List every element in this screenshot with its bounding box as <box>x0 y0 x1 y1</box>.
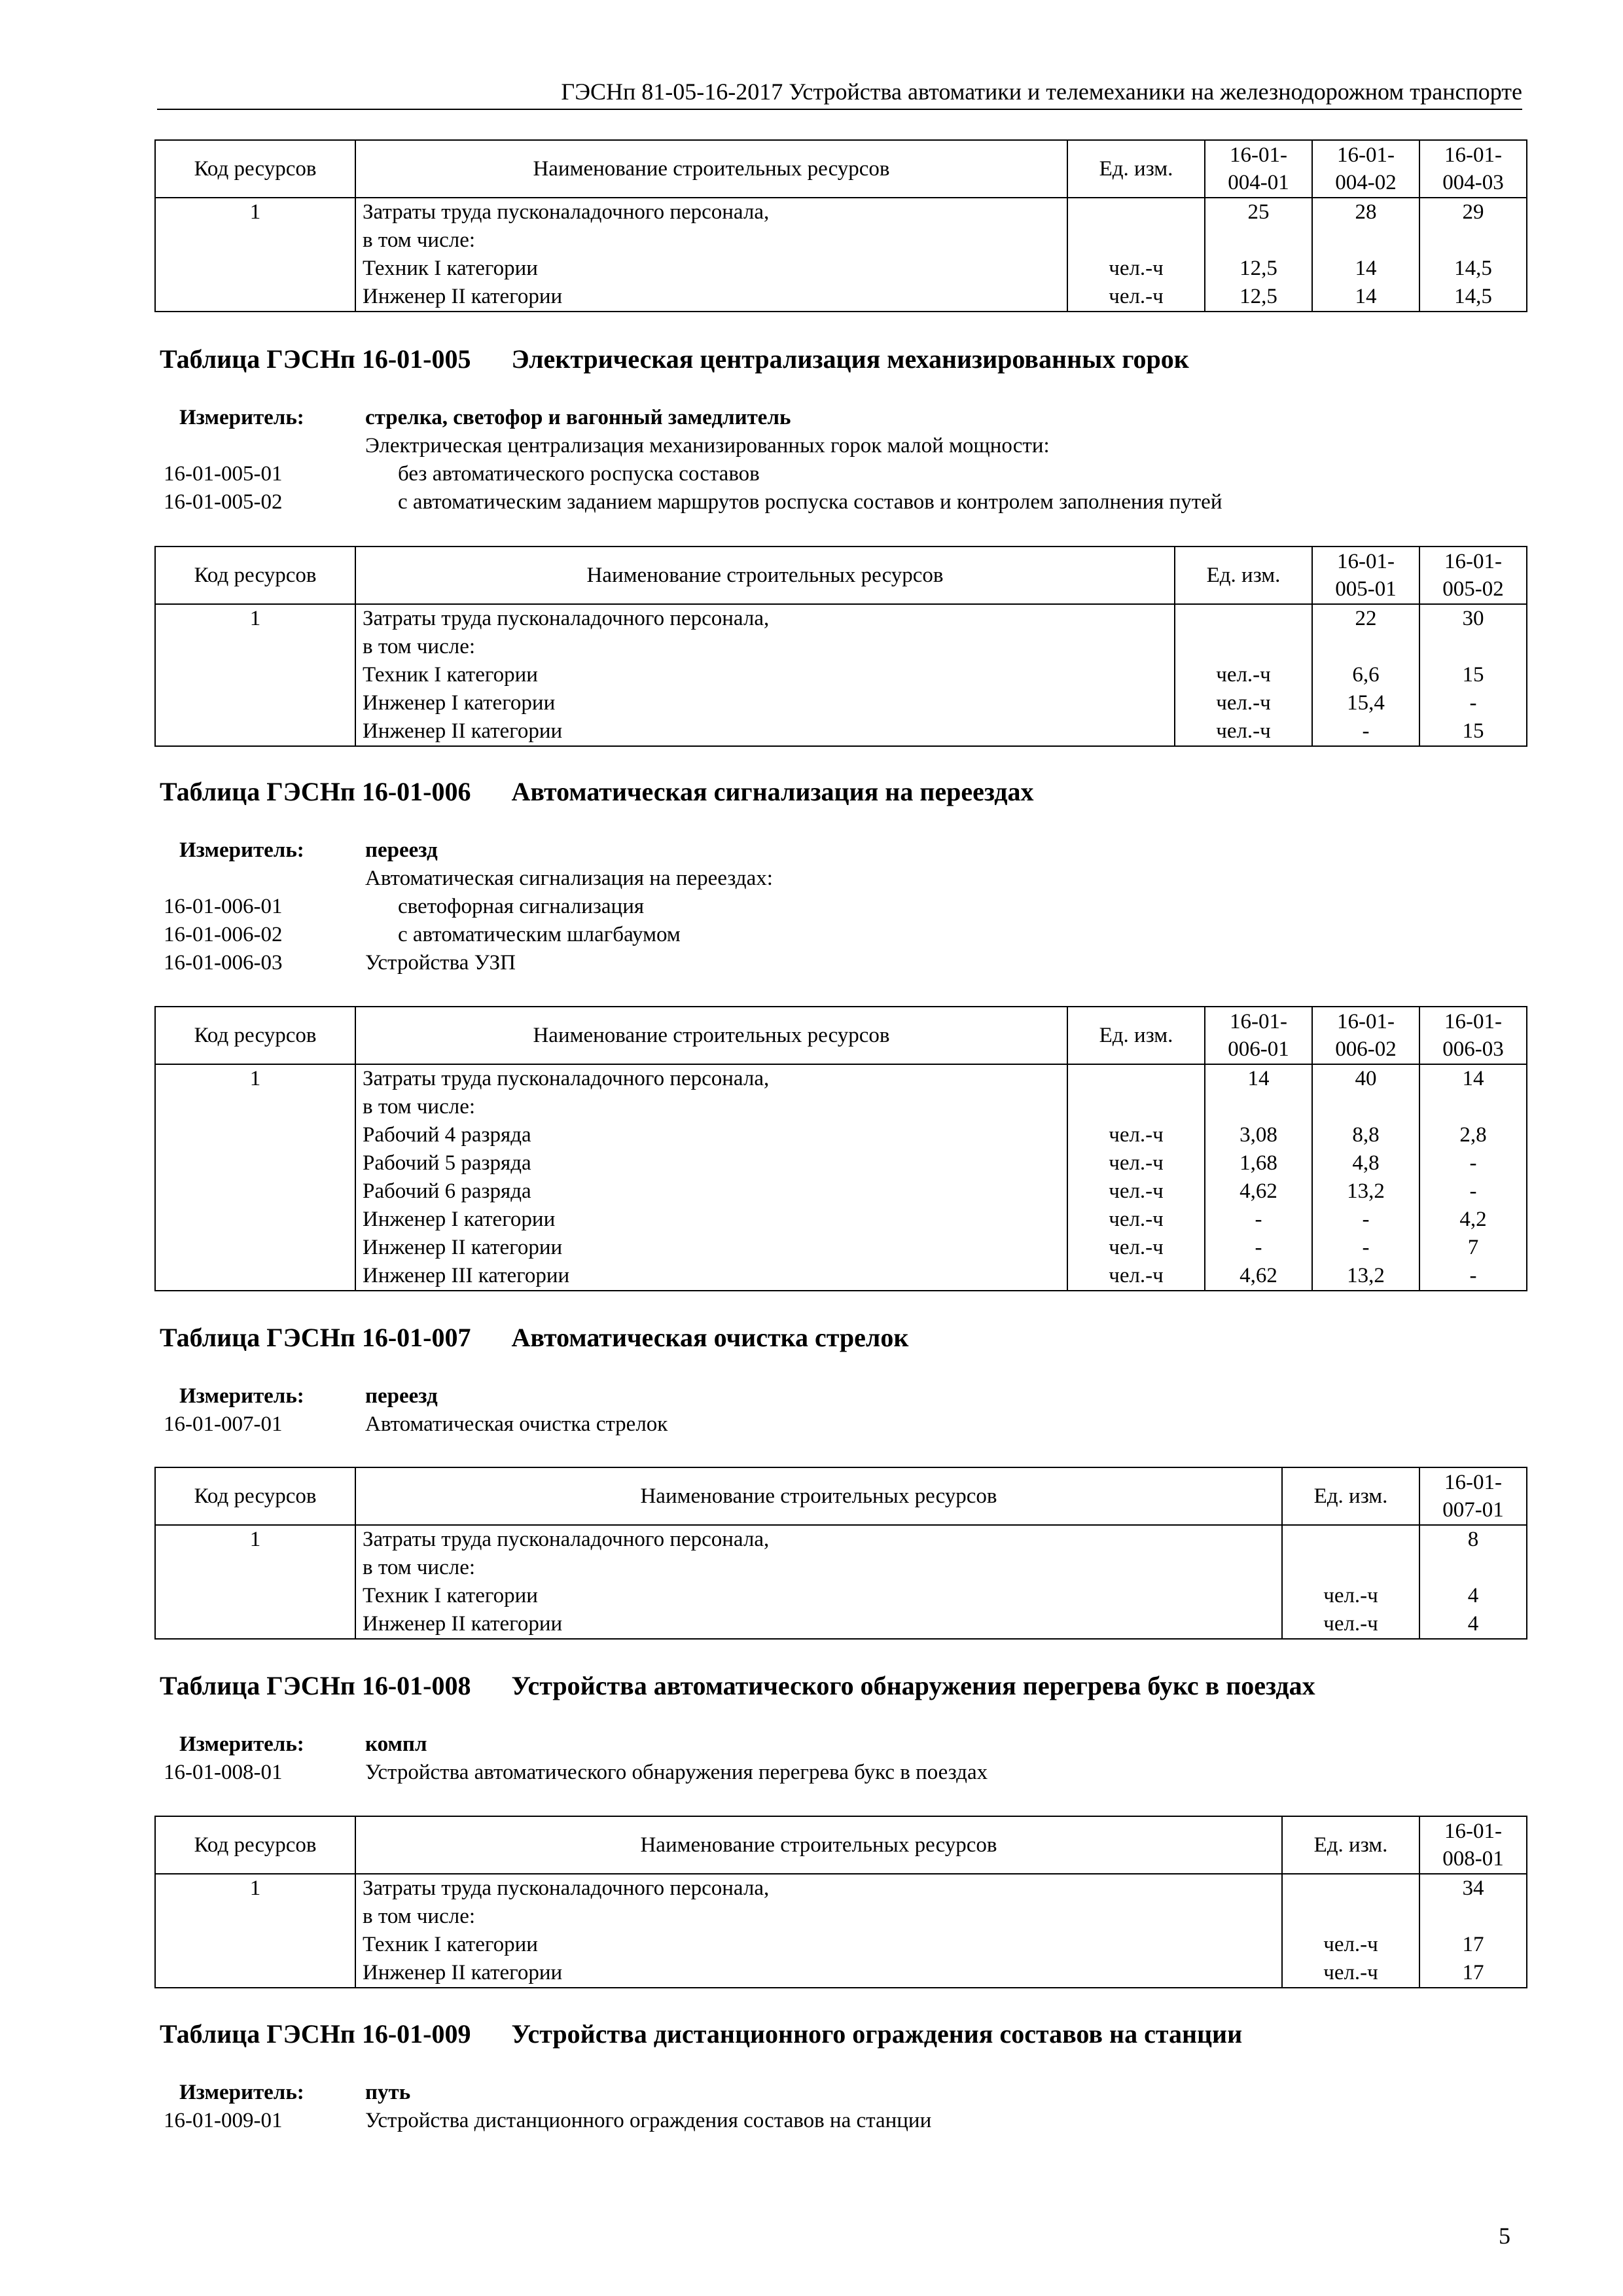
resource-name-cell: Рабочий 5 разряда <box>355 1149 1067 1177</box>
norm-code-line: 004-02 <box>1335 171 1397 194</box>
norm-code-line: 16-01- <box>1337 143 1395 167</box>
value-cell: 13,2 <box>1312 1177 1419 1206</box>
unit-cell <box>1282 1554 1419 1582</box>
measure-line <box>164 1759 988 1787</box>
resource-code-cell <box>155 1903 355 1931</box>
column-header-name: Наименование строительных ресурсов <box>355 547 1175 604</box>
measure-line <box>164 488 1222 516</box>
measure-unit: стрелка, светофор и вагонный замедлитель <box>365 406 791 429</box>
value-cell: 30 <box>1419 604 1527 633</box>
value-cell: 4,62 <box>1205 1262 1312 1291</box>
value-cell: 40 <box>1312 1064 1419 1093</box>
table-row <box>155 1554 1527 1582</box>
measure-label: Измеритель: <box>179 406 304 429</box>
column-header-unit: Ед. изм. <box>1282 1467 1419 1525</box>
column-header-code: Код ресурсов <box>155 1816 355 1874</box>
section-title-16-01-008 <box>160 1670 1315 1702</box>
value-cell: - <box>1312 717 1419 746</box>
norm-code-line: 16-01- <box>1444 143 1502 167</box>
value-cell: 14 <box>1312 283 1419 312</box>
norm-description: Автоматическая очистка стрелок <box>365 1412 668 1436</box>
norm-code-line: 007-01 <box>1442 1498 1504 1522</box>
value-cell: 12,5 <box>1205 255 1312 283</box>
column-header-norm <box>1419 547 1527 604</box>
section-title-16-01-005 <box>160 344 1189 375</box>
section-title-16-01-009 <box>160 2018 1242 2050</box>
table-row <box>155 226 1527 255</box>
resource-code-cell: 1 <box>155 198 355 226</box>
unit-cell: чел.-ч <box>1067 1149 1205 1177</box>
resource-name-cell: Инженер I категории <box>355 1206 1067 1234</box>
resource-name-cell: Рабочий 6 разряда <box>355 1177 1067 1206</box>
section-name: Автоматическая сигнализация на переездах <box>511 777 1034 806</box>
unit-cell: чел.-ч <box>1067 255 1205 283</box>
value-cell: - <box>1419 1177 1527 1206</box>
unit-cell <box>1282 1903 1419 1931</box>
value-cell: 15 <box>1419 661 1527 689</box>
resource-name-cell: Рабочий 4 разряда <box>355 1121 1067 1149</box>
column-header-norm <box>1419 1816 1527 1874</box>
value-cell: 25 <box>1205 198 1312 226</box>
norm-code: 16-01-005-02 <box>164 490 283 514</box>
value-cell <box>1312 633 1419 661</box>
norm-code: 16-01-007-01 <box>164 1412 283 1436</box>
table-row <box>155 1525 1527 1554</box>
value-cell: 4 <box>1419 1610 1527 1639</box>
header-row <box>155 1467 1527 1525</box>
section-code: Таблица ГЭСНп 16-01-006 <box>160 777 471 806</box>
column-header-name: Наименование строительных ресурсов <box>355 1007 1067 1064</box>
resource-code-cell <box>155 633 355 661</box>
norm-code-line: 16-01- <box>1230 1010 1287 1033</box>
resource-name-cell: в том числе: <box>355 1903 1282 1931</box>
measurement-block-16-01-007 <box>164 1382 668 1439</box>
norm-code: 16-01-009-01 <box>164 2109 283 2132</box>
measurement-block-16-01-008 <box>164 1731 988 1787</box>
measure-line <box>164 432 1222 460</box>
value-cell <box>1419 1554 1527 1582</box>
unit-cell <box>1067 226 1205 255</box>
norm-description: Устройства дистанционного ограждения составов на станции <box>365 2109 932 2132</box>
section-title-16-01-007 <box>160 1322 908 1354</box>
section-name: Электрическая централизация механизированных горок <box>511 344 1189 374</box>
value-cell: 17 <box>1419 1931 1527 1959</box>
value-cell: - <box>1312 1234 1419 1262</box>
unit-cell: чел.-ч <box>1175 661 1312 689</box>
resource-code-cell <box>155 1121 355 1149</box>
unit-cell <box>1067 198 1205 226</box>
resource-code-cell <box>155 1959 355 1988</box>
measure-unit: переезд <box>365 838 438 862</box>
table-row <box>155 1206 1527 1234</box>
column-header-norm <box>1205 1007 1312 1064</box>
table-row <box>155 1903 1527 1931</box>
norm-description: Электрическая централизация механизированных горок малой мощности: <box>365 434 1050 457</box>
column-header-unit: Ед. изм. <box>1175 547 1312 604</box>
norm-description: Автоматическая сигнализация на переездах: <box>365 867 773 890</box>
table-row <box>155 689 1527 717</box>
value-cell: 15 <box>1419 717 1527 746</box>
unit-cell <box>1282 1525 1419 1554</box>
value-cell <box>1419 226 1527 255</box>
value-cell <box>1419 1903 1527 1931</box>
section-name: Устройства дистанционного ограждения составов на станции <box>511 2019 1243 2049</box>
table-row <box>155 198 1527 226</box>
value-cell: 28 <box>1312 198 1419 226</box>
column-header-norm <box>1205 140 1312 198</box>
measurement-block-16-01-005 <box>164 404 1222 516</box>
norm-code-line: 16-01- <box>1337 1010 1395 1033</box>
table-row <box>155 1093 1527 1121</box>
resource-table-16-01-007 <box>154 1467 1527 1640</box>
resource-name-cell: Инженер II категории <box>355 1610 1282 1639</box>
table-row <box>155 661 1527 689</box>
resource-name-cell: Инженер II категории <box>355 717 1175 746</box>
column-header-unit: Ед. изм. <box>1067 1007 1205 1064</box>
table-row <box>155 283 1527 312</box>
measure-line <box>164 921 773 949</box>
table-row <box>155 1931 1527 1959</box>
resource-name-cell: Инженер II категории <box>355 1959 1282 1988</box>
resource-name-cell: Техник I категории <box>355 661 1175 689</box>
value-cell: 2,8 <box>1419 1121 1527 1149</box>
table-row <box>155 1582 1527 1610</box>
table-row <box>155 604 1527 633</box>
column-header-norm <box>1419 140 1527 198</box>
resource-name-cell: в том числе: <box>355 226 1067 255</box>
resource-name-cell: в том числе: <box>355 1554 1282 1582</box>
norm-description: без автоматического роспуска составов <box>398 462 760 486</box>
resource-name-cell: в том числе: <box>355 633 1175 661</box>
unit-cell: чел.-ч <box>1282 1959 1419 1988</box>
value-cell: 15,4 <box>1312 689 1419 717</box>
section-code: Таблица ГЭСНп 16-01-008 <box>160 1671 471 1700</box>
value-cell: 8,8 <box>1312 1121 1419 1149</box>
resource-name-cell: Затраты труда пусконаладочного персонала, <box>355 1525 1282 1554</box>
value-cell: 29 <box>1419 198 1527 226</box>
measurement-block-16-01-006 <box>164 836 773 977</box>
column-header-norm <box>1312 140 1419 198</box>
table-row <box>155 1234 1527 1262</box>
value-cell: 14 <box>1205 1064 1312 1093</box>
resource-name-cell: Затраты труда пусконаладочного персонала, <box>355 1874 1282 1903</box>
resource-name-cell: Инженер II категории <box>355 283 1067 312</box>
norm-code: 16-01-005-01 <box>164 462 283 486</box>
unit-cell: чел.-ч <box>1175 689 1312 717</box>
column-header-norm <box>1419 1007 1527 1064</box>
column-header-code: Код ресурсов <box>155 1007 355 1064</box>
norm-code <box>164 865 365 893</box>
value-cell <box>1312 226 1419 255</box>
unit-cell: чел.-ч <box>1282 1931 1419 1959</box>
norm-code: 16-01-006-01 <box>164 895 283 918</box>
resource-table-16-01-008 <box>154 1816 1527 1988</box>
resource-name-cell: в том числе: <box>355 1093 1067 1121</box>
value-cell: - <box>1205 1206 1312 1234</box>
table-row <box>155 717 1527 746</box>
value-cell: - <box>1205 1234 1312 1262</box>
resource-table-16-01-004 <box>154 139 1527 312</box>
resource-name-cell: Затраты труда пусконаладочного персонала, <box>355 604 1175 633</box>
resource-code-cell <box>155 283 355 312</box>
resource-code-cell <box>155 1206 355 1234</box>
unit-cell <box>1175 633 1312 661</box>
table-row <box>155 1177 1527 1206</box>
value-cell: - <box>1419 1262 1527 1291</box>
column-header-code: Код ресурсов <box>155 1467 355 1525</box>
column-header-unit: Ед. изм. <box>1282 1816 1419 1874</box>
resource-code-cell <box>155 1234 355 1262</box>
value-cell: 12,5 <box>1205 283 1312 312</box>
unit-cell: чел.-ч <box>1067 1234 1205 1262</box>
measure-line <box>164 893 773 921</box>
unit-cell <box>1282 1874 1419 1903</box>
norm-code-line: 16-01- <box>1337 550 1395 573</box>
unit-cell: чел.-ч <box>1282 1610 1419 1639</box>
norm-description: с автоматическим шлагбаумом <box>398 923 681 946</box>
table-row <box>155 633 1527 661</box>
resource-table-16-01-005 <box>154 546 1527 747</box>
value-cell <box>1419 1093 1527 1121</box>
header-row <box>155 547 1527 604</box>
measurement-block-16-01-009 <box>164 2079 931 2135</box>
measure-label: Измеритель: <box>179 1732 304 1756</box>
unit-cell: чел.-ч <box>1175 717 1312 746</box>
value-cell <box>1312 1093 1419 1121</box>
value-cell: - <box>1419 689 1527 717</box>
resource-code-cell: 1 <box>155 1874 355 1903</box>
column-header-code: Код ресурсов <box>155 547 355 604</box>
resource-code-cell <box>155 661 355 689</box>
resource-name-cell: Инженер II категории <box>355 1234 1067 1262</box>
value-cell: 17 <box>1419 1959 1527 1988</box>
measure-unit: переезд <box>365 1384 438 1408</box>
norm-code-line: 006-02 <box>1335 1037 1397 1061</box>
resource-code-cell <box>155 1149 355 1177</box>
resource-code-cell: 1 <box>155 1064 355 1093</box>
norm-code: 16-01-006-02 <box>164 923 283 946</box>
norm-code-line: 004-01 <box>1228 171 1289 194</box>
resource-code-cell: 1 <box>155 604 355 633</box>
resource-name-cell: Техник I категории <box>355 1931 1282 1959</box>
norm-code-line: 006-03 <box>1442 1037 1504 1061</box>
table-row <box>155 1874 1527 1903</box>
measure-row <box>164 836 773 865</box>
norm-code: 16-01-006-03 <box>164 951 283 975</box>
measure-row <box>164 1731 988 1759</box>
unit-cell <box>1067 1093 1205 1121</box>
table-row <box>155 1121 1527 1149</box>
unit-cell: чел.-ч <box>1067 1121 1205 1149</box>
norm-description: Устройства автоматического обнаружения перегрева букс в поездах <box>365 1761 988 1784</box>
value-cell: 1,68 <box>1205 1149 1312 1177</box>
norm-description: светофорная сигнализация <box>398 895 645 918</box>
resource-name-cell: Инженер III категории <box>355 1262 1067 1291</box>
header-row <box>155 140 1527 198</box>
norm-code-line: 16-01- <box>1230 143 1287 167</box>
measure-label: Измеритель: <box>179 2081 304 2104</box>
table-row <box>155 255 1527 283</box>
norm-code-line: 008-01 <box>1442 1847 1504 1871</box>
norm-code-line: 006-01 <box>1228 1037 1289 1061</box>
resource-code-cell <box>155 1093 355 1121</box>
column-header-norm <box>1312 547 1419 604</box>
resource-code-cell <box>155 1610 355 1639</box>
section-code: Таблица ГЭСНп 16-01-007 <box>160 1323 471 1352</box>
unit-cell: чел.-ч <box>1067 1177 1205 1206</box>
norm-description: Устройства УЗП <box>365 951 516 975</box>
measure-line <box>164 865 773 893</box>
norm-code <box>164 432 365 460</box>
value-cell: 4,2 <box>1419 1206 1527 1234</box>
resource-code-cell <box>155 717 355 746</box>
resource-code-cell <box>155 226 355 255</box>
resource-name-cell: Инженер I категории <box>355 689 1175 717</box>
resource-code-cell <box>155 1262 355 1291</box>
resource-code-cell <box>155 1177 355 1206</box>
column-header-name: Наименование строительных ресурсов <box>355 1816 1282 1874</box>
norm-code-line: 16-01- <box>1444 1471 1502 1494</box>
resource-code-cell <box>155 689 355 717</box>
resource-name-cell: Техник I категории <box>355 255 1067 283</box>
value-cell: 7 <box>1419 1234 1527 1262</box>
value-cell: 4,8 <box>1312 1149 1419 1177</box>
measure-line <box>164 460 1222 488</box>
unit-cell: чел.-ч <box>1282 1582 1419 1610</box>
unit-cell: чел.-ч <box>1067 1262 1205 1291</box>
section-code: Таблица ГЭСНп 16-01-005 <box>160 344 471 374</box>
table-row <box>155 1610 1527 1639</box>
measure-line <box>164 949 773 977</box>
value-cell: 8 <box>1419 1525 1527 1554</box>
page-header: ГЭСНп 81-05-16-2017 Устройства автоматики и телемеханики на железнодорожном транспорте <box>157 77 1522 110</box>
value-cell: 4,62 <box>1205 1177 1312 1206</box>
unit-cell <box>1067 1064 1205 1093</box>
value-cell <box>1205 1093 1312 1121</box>
table-row <box>155 1064 1527 1093</box>
table-row <box>155 1959 1527 1988</box>
table-row <box>155 1262 1527 1291</box>
resource-name-cell: Затраты труда пусконаладочного персонала, <box>355 1064 1067 1093</box>
column-header-unit: Ед. изм. <box>1067 140 1205 198</box>
measure-label: Измеритель: <box>179 838 304 862</box>
measure-row <box>164 1382 668 1410</box>
page-number: 5 <box>1499 2223 1510 2249</box>
resource-code-cell <box>155 1582 355 1610</box>
value-cell: 14,5 <box>1419 255 1527 283</box>
value-cell: 14 <box>1419 1064 1527 1093</box>
norm-code-line: 004-03 <box>1442 171 1504 194</box>
value-cell: 14 <box>1312 255 1419 283</box>
header-row <box>155 1816 1527 1874</box>
resource-name-cell: Техник I категории <box>355 1582 1282 1610</box>
section-name: Автоматическая очистка стрелок <box>511 1323 909 1352</box>
norm-code-line: 005-01 <box>1335 577 1397 601</box>
unit-cell <box>1175 604 1312 633</box>
header-row <box>155 1007 1527 1064</box>
norm-code-line: 16-01- <box>1444 1820 1502 1843</box>
unit-cell: чел.-ч <box>1067 1206 1205 1234</box>
measure-unit: компл <box>365 1732 427 1756</box>
value-cell: 3,08 <box>1205 1121 1312 1149</box>
value-cell: 34 <box>1419 1874 1527 1903</box>
column-header-name: Наименование строительных ресурсов <box>355 140 1067 198</box>
resource-code-cell: 1 <box>155 1525 355 1554</box>
measure-row <box>164 404 1222 432</box>
section-name: Устройства автоматического обнаружения перегрева букс в поездах <box>511 1671 1315 1700</box>
value-cell: 13,2 <box>1312 1262 1419 1291</box>
measure-line <box>164 1410 668 1439</box>
value-cell: 22 <box>1312 604 1419 633</box>
resource-code-cell <box>155 1931 355 1959</box>
value-cell: - <box>1312 1206 1419 1234</box>
table-row <box>155 1149 1527 1177</box>
section-title-16-01-006 <box>160 776 1033 808</box>
norm-description: с автоматическим заданием маршрутов роспуска составов и контролем заполнения путей <box>398 490 1222 514</box>
measure-row <box>164 2079 931 2107</box>
section-code: Таблица ГЭСНп 16-01-009 <box>160 2019 471 2049</box>
norm-code-line: 16-01- <box>1444 550 1502 573</box>
value-cell: 14,5 <box>1419 283 1527 312</box>
resource-name-cell: Затраты труда пусконаладочного персонала, <box>355 198 1067 226</box>
column-header-norm <box>1419 1467 1527 1525</box>
resource-code-cell <box>155 1554 355 1582</box>
resource-table-16-01-006 <box>154 1006 1527 1291</box>
resource-code-cell <box>155 255 355 283</box>
norm-code-line: 16-01- <box>1444 1010 1502 1033</box>
measure-unit: путь <box>365 2081 411 2104</box>
value-cell <box>1205 226 1312 255</box>
measure-line <box>164 2107 931 2135</box>
norm-code-line: 005-02 <box>1442 577 1504 601</box>
unit-cell: чел.-ч <box>1067 283 1205 312</box>
value-cell: - <box>1419 1149 1527 1177</box>
measure-label: Измеритель: <box>179 1384 304 1408</box>
norm-code: 16-01-008-01 <box>164 1761 283 1784</box>
column-header-norm <box>1312 1007 1419 1064</box>
value-cell: 4 <box>1419 1582 1527 1610</box>
value-cell: 6,6 <box>1312 661 1419 689</box>
column-header-code: Код ресурсов <box>155 140 355 198</box>
column-header-name: Наименование строительных ресурсов <box>355 1467 1282 1525</box>
value-cell <box>1419 633 1527 661</box>
